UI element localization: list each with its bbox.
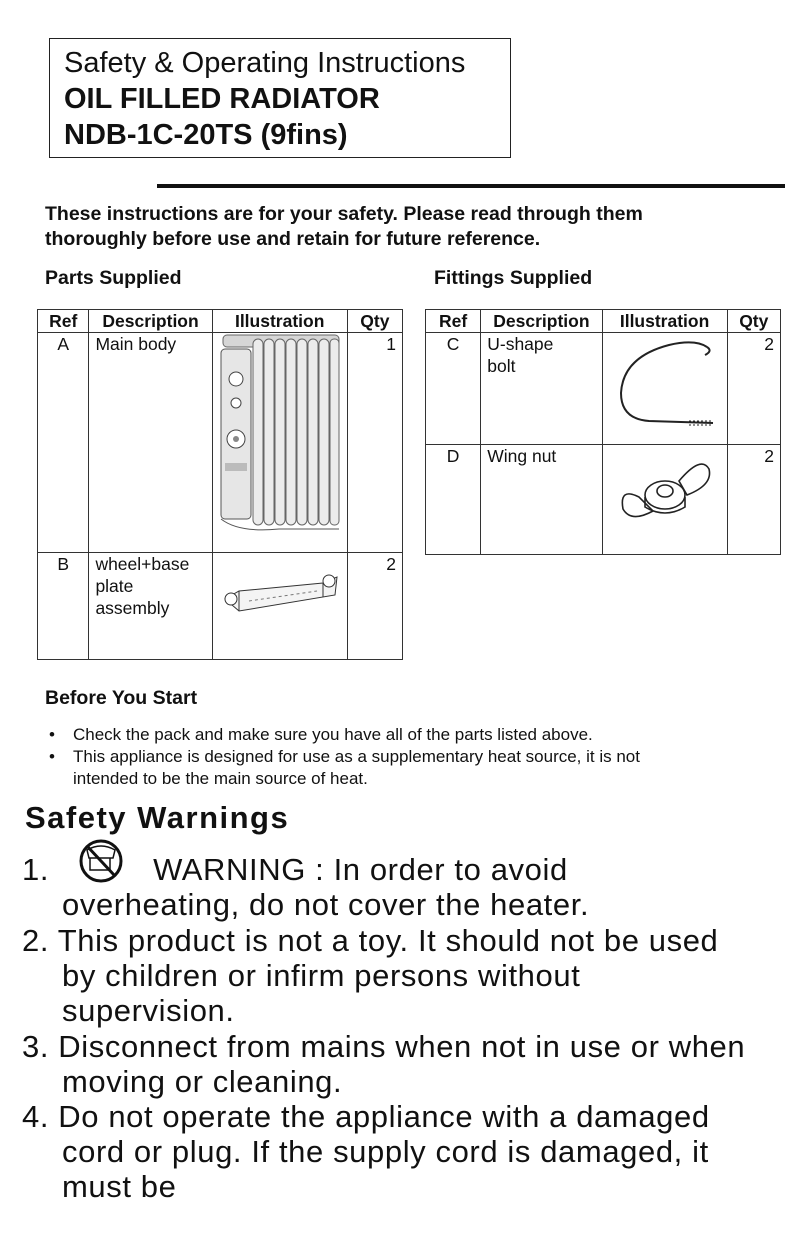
desc-line: assembly — [95, 598, 170, 618]
fitting-illustration — [602, 445, 727, 555]
before-list — [45, 724, 745, 790]
warning-number: 3. — [22, 1029, 50, 1064]
fitting-qty: 2 — [727, 333, 780, 445]
col-description: Description — [481, 310, 602, 333]
warning-line: WARNING : In order to avoid — [153, 852, 568, 887]
desc-line: wheel+base — [95, 554, 190, 574]
desc-line: U-shape — [487, 334, 554, 354]
table-row — [426, 333, 781, 445]
desc-line: Wing nut — [487, 446, 557, 466]
fitting-ref: D — [426, 445, 481, 555]
intro-line2: thoroughly before use and retain for future reference. — [45, 228, 541, 250]
bullet-text: intended to be the main source of heat. — [73, 769, 368, 788]
parts-header-row — [38, 310, 403, 333]
col-ref: Ref — [426, 310, 481, 333]
warning-line: must be — [62, 1169, 177, 1204]
warning-line: cord or plug. If the supply cord is damaged, it — [62, 1134, 709, 1169]
warning-item — [22, 1099, 802, 1204]
table-row — [38, 333, 403, 553]
part-ref: B — [38, 553, 89, 660]
warning-line: Do not operate the appliance with a damaged — [58, 1099, 710, 1134]
fitting-illustration — [602, 333, 727, 445]
warning-line: by children or infirm persons without — [62, 958, 581, 993]
warning-item — [22, 852, 802, 922]
warning-number: 1. — [22, 852, 50, 887]
doc-title-line2: OIL FILLED RADIATOR — [64, 83, 380, 115]
col-description: Description — [89, 310, 212, 333]
part-illustration — [212, 333, 347, 553]
fitting-ref: C — [426, 333, 481, 445]
warning-line: This product is not a toy. It should not be used — [57, 923, 719, 958]
warning-line: Disconnect from mains when not in use or when — [58, 1029, 746, 1064]
doc-model-number: NDB-1C-20TS (9fins) — [64, 119, 348, 151]
desc-line: plate — [95, 576, 134, 596]
warning-number: 4. — [22, 1099, 50, 1134]
fittings-heading: Fittings Supplied — [434, 267, 593, 289]
fitting-description — [481, 445, 602, 555]
bullet-icon: • — [49, 747, 55, 766]
safety-warnings-heading: Safety Warnings — [25, 800, 290, 835]
header-rule — [157, 184, 785, 188]
warning-line: supervision. — [62, 993, 235, 1028]
title-box — [49, 38, 511, 158]
list-item — [45, 724, 745, 746]
fittings-header-row — [426, 310, 781, 333]
warning-line: overheating, do not cover the heater. — [62, 887, 590, 922]
fittings-table — [425, 309, 781, 555]
desc-line: Main body — [95, 334, 177, 354]
table-row — [38, 553, 403, 660]
table-row — [426, 445, 781, 555]
list-item — [45, 746, 745, 790]
before-heading: Before You Start — [45, 687, 198, 709]
warning-item — [22, 1029, 802, 1099]
radiator-icon — [219, 333, 341, 539]
intro-line1: These instructions are for your safety. Please read through them — [45, 203, 643, 225]
part-description — [89, 333, 212, 553]
parts-table — [37, 309, 403, 660]
warning-line: moving or cleaning. — [62, 1064, 343, 1099]
intro-text — [45, 202, 765, 252]
wheel-base-icon — [219, 553, 341, 633]
fitting-description — [481, 333, 602, 445]
part-ref: A — [38, 333, 89, 553]
bullet-text: Check the pack and make sure you have all of the parts listed above. — [73, 725, 593, 744]
col-illustration: Illustration — [212, 310, 347, 333]
fitting-qty: 2 — [727, 445, 780, 555]
part-qty: 2 — [347, 553, 402, 660]
col-illustration: Illustration — [602, 310, 727, 333]
part-description — [89, 553, 212, 660]
doc-title-line1: Safety & Operating Instructions — [64, 47, 466, 79]
warning-number: 2. — [22, 923, 50, 958]
u-bolt-icon — [609, 333, 721, 433]
bullet-icon: • — [49, 725, 55, 744]
col-qty: Qty — [727, 310, 780, 333]
parts-heading: Parts Supplied — [45, 267, 182, 289]
bullet-text: This appliance is designed for use as a supplementary heat source, it is not — [73, 747, 640, 766]
part-illustration — [212, 553, 347, 660]
col-ref: Ref — [38, 310, 89, 333]
warning-item — [22, 923, 802, 1028]
part-qty: 1 — [347, 333, 402, 553]
wing-nut-icon — [609, 445, 721, 539]
desc-line: bolt — [487, 356, 516, 376]
col-qty: Qty — [347, 310, 402, 333]
